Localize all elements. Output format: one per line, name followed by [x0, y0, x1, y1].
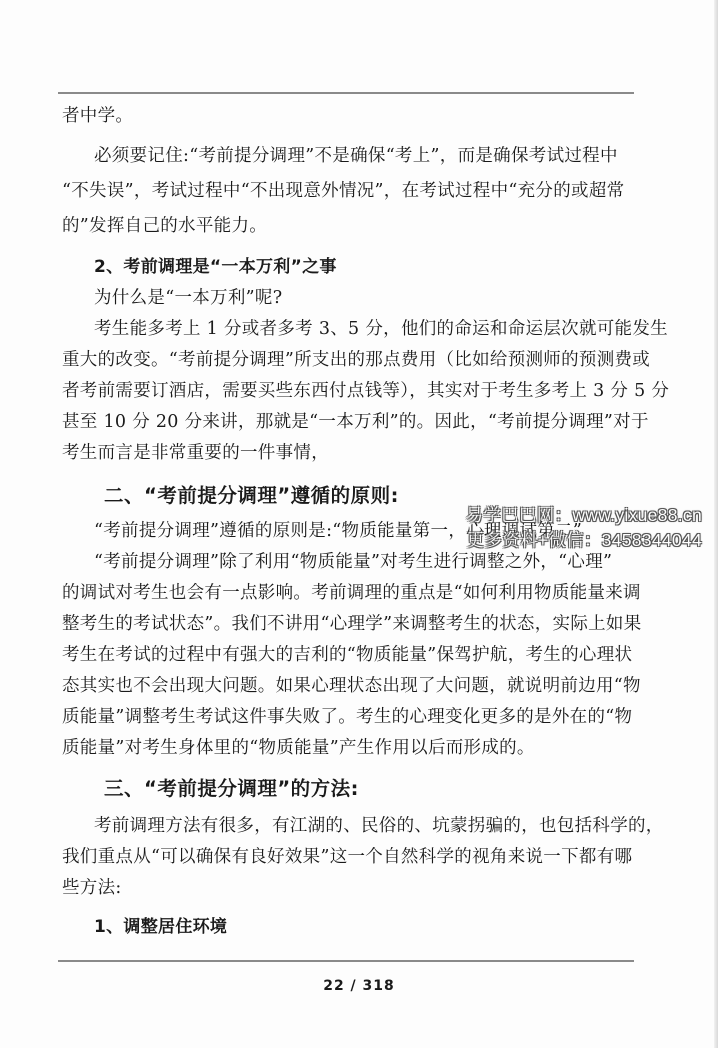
page-number: 22 / 318: [323, 978, 395, 994]
paragraph-line: 我们重点从“可以确保有良好效果”这一个自然科学的视角来说一下都有哪: [62, 847, 633, 867]
paragraph-line: 重大的改变。“考前提分调理”所支出的那点费用（比如给预测师的预测费或: [62, 350, 651, 370]
watermark-line: 易学巴巴网：www.yixue88.cn: [465, 505, 702, 525]
paragraph-line: 考生而言是非常重要的一件事情，: [62, 443, 329, 463]
section-heading: 二、“考前提分调理”遵循的原则:: [104, 484, 399, 507]
paragraph-line: 必须要记住:“考前提分调理”不是确保“考上”，而是确保考试过程中: [94, 146, 618, 166]
paragraph-line: 者考前需要订酒店，需要买些东西付点钱等），其实对于考生多考上 3 分 5 分: [62, 381, 670, 401]
paragraph-line: 质能量”调整考生考试这件事失败了。考生的心理变化更多的是外在的“物: [62, 707, 633, 727]
watermark-line: 更多资料+微信：3458344044: [466, 530, 702, 550]
paragraph-line: 甚至 10 分 20 分来讲，那就是“一本万利”的。因此，“考前提分调理”对于: [62, 412, 649, 432]
subsection-heading: 2、考前调理是“一本万利”之事: [94, 257, 337, 277]
paragraph-line: 的调试对考生也会有一点影响。考前调理的重点是“如何利用物质能量来调: [62, 583, 641, 603]
subsection-heading: 1、调整居住环境: [94, 917, 228, 937]
paragraph-line: 的”发挥自己的水平能力。: [62, 216, 268, 236]
header-rule: [58, 92, 634, 94]
page-edge-shadow: [714, 0, 718, 1048]
paragraph-line: 考生在考试的过程中有强大的吉利的“物质能量”保驾护航，考生的心理状: [62, 645, 633, 665]
paragraph-line: 考前调理方法有很多，有江湖的、民俗的、坑蒙拐骗的，也包括科学的，: [94, 816, 664, 836]
paragraph-line: 质能量”对考生身体里的“物质能量”产生作用以后而形成的。: [62, 738, 535, 758]
paragraph-line: “不失误”，考试过程中“不出现意外情况”，在考试过程中“充分的或超常: [62, 181, 625, 201]
paragraph-line: “考前提分调理”除了利用“物质能量”对考生进行调整之外，“心理”: [94, 552, 613, 572]
paragraph-line: 为什么是“一本万利”呢?: [94, 288, 283, 308]
paragraph-line: 者中学。: [62, 106, 134, 126]
paragraph-line: “考前提分调理”遵循的原则是:“物质能量第一，心理调试第二”: [94, 521, 583, 541]
paragraph-line: 态其实也不会出现大问题。如果心理状态出现了大问题，就说明前边用“物: [62, 676, 641, 696]
section-heading: 三、“考前提分调理”的方法:: [104, 777, 359, 800]
paragraph-line: 整考生的考试状态”。我们不讲用“心理学”来调整考生的状态，实际上如果: [62, 614, 642, 634]
footer-rule: [58, 960, 634, 962]
paragraph-line: 考生能多考上 1 分或者多考 3、5 分，他们的命运和命运层次就可能发生: [94, 319, 668, 339]
paragraph-line: 些方法:: [62, 878, 122, 898]
